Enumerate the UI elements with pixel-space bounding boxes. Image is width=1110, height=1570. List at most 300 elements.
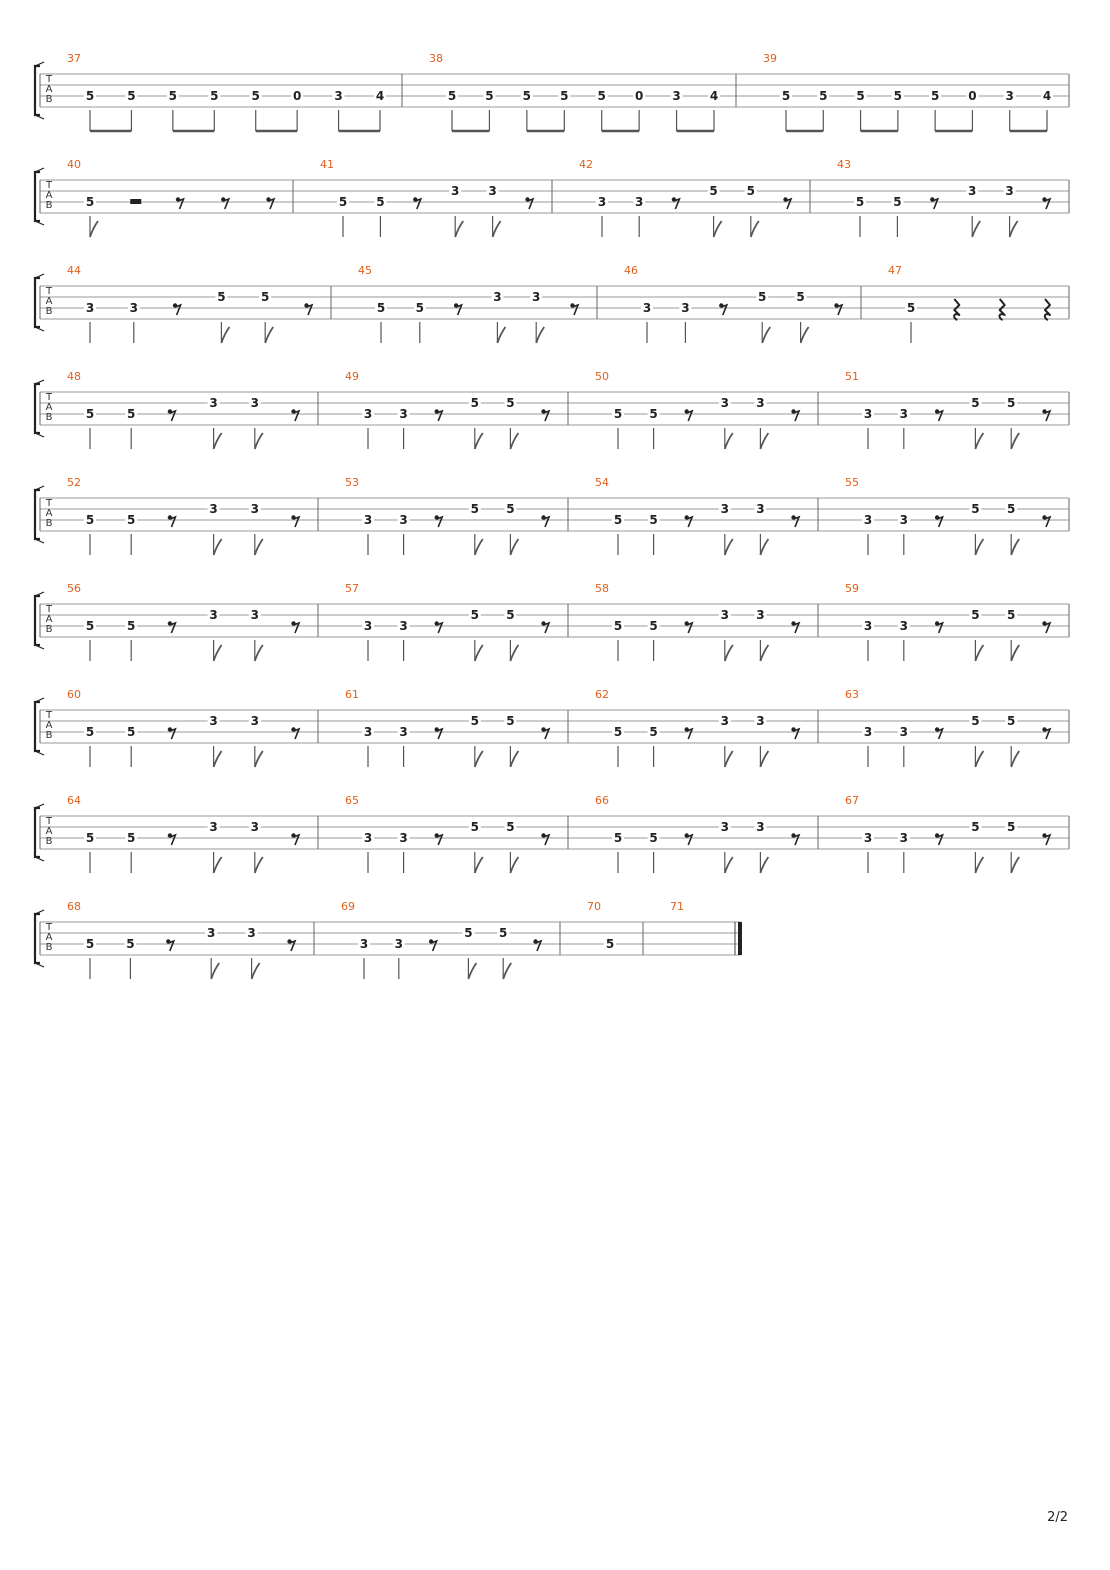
fret-number: 5 xyxy=(649,725,658,739)
fret-number: 5 xyxy=(649,513,658,527)
fret-number: 3 xyxy=(363,831,373,845)
measure-number: 59 xyxy=(845,582,859,595)
note-flag xyxy=(751,221,759,237)
tab-clef-letter: B xyxy=(45,200,53,211)
eighth-rest-stem xyxy=(544,729,550,739)
eighth-rest-stem xyxy=(437,729,443,739)
measure-number: 62 xyxy=(595,688,609,701)
fret-number: 5 xyxy=(127,725,136,739)
fret-number: 0 xyxy=(292,89,302,103)
quarter-rest xyxy=(1045,299,1050,320)
fret-number: 5 xyxy=(485,89,494,103)
measure-number: 50 xyxy=(595,370,609,383)
eighth-rest-stem xyxy=(937,623,943,633)
measure-number: 69 xyxy=(341,900,355,913)
note-flag xyxy=(510,751,518,767)
fret-number: 3 xyxy=(394,937,403,951)
fret-number: 3 xyxy=(334,89,343,103)
fret-number: 5 xyxy=(168,89,178,103)
fret-number: 3 xyxy=(899,725,908,739)
fret-number: 3 xyxy=(451,184,460,198)
note-flag xyxy=(1011,645,1019,661)
fret-number: 3 xyxy=(899,831,908,845)
eighth-rest-stem xyxy=(687,623,693,633)
measure-number: 53 xyxy=(345,476,359,489)
fret-number: 3 xyxy=(720,502,729,516)
system-bracket xyxy=(35,384,40,433)
eighth-rest-stem xyxy=(437,835,443,845)
eighth-rest-stem xyxy=(294,517,300,527)
fret-number: 3 xyxy=(359,937,369,951)
fret-number: 5 xyxy=(971,502,980,516)
note-flag xyxy=(975,645,983,661)
fret-number: 5 xyxy=(210,89,219,103)
fret-number: 3 xyxy=(488,184,497,198)
note-flag xyxy=(221,327,229,343)
eighth-rest-stem xyxy=(837,305,843,315)
eighth-rest-stem xyxy=(573,305,579,315)
eighth-rest-stem xyxy=(794,623,800,633)
fret-number: 5 xyxy=(470,714,479,728)
measure-number: 49 xyxy=(345,370,359,383)
note-flag xyxy=(760,857,768,873)
fret-number: 3 xyxy=(863,513,873,527)
note-flag xyxy=(725,751,733,767)
note-flag xyxy=(90,221,98,237)
fret-number: 5 xyxy=(127,89,136,103)
eighth-rest-stem xyxy=(687,517,693,527)
note-flag xyxy=(760,433,768,449)
fret-number: 3 xyxy=(399,619,408,633)
fret-number: 3 xyxy=(681,301,690,315)
eighth-rest-stem xyxy=(794,729,800,739)
measure-number: 37 xyxy=(67,52,81,65)
fret-number: 5 xyxy=(126,937,135,951)
fret-number: 3 xyxy=(250,396,259,410)
note-flag xyxy=(455,221,463,237)
fret-number: 4 xyxy=(709,89,719,103)
fret-number: 3 xyxy=(363,513,373,527)
system-bracket xyxy=(35,172,40,221)
note-flag xyxy=(214,751,222,767)
fret-number: 3 xyxy=(399,407,408,421)
note-flag xyxy=(760,645,768,661)
fret-number: 3 xyxy=(85,301,95,315)
fret-number: 5 xyxy=(251,89,260,103)
fret-number: 3 xyxy=(863,619,873,633)
eighth-rest-stem xyxy=(687,729,693,739)
fret-number: 5 xyxy=(85,407,95,421)
fret-number: 5 xyxy=(127,513,136,527)
tab-clef-letter: T xyxy=(45,816,53,827)
note-flag xyxy=(762,327,770,343)
eighth-rest-stem xyxy=(937,835,943,845)
fret-number: 5 xyxy=(893,89,903,103)
tab-clef-letter: B xyxy=(45,412,53,423)
fret-number: 3 xyxy=(720,608,729,622)
tab-clef-letter: B xyxy=(45,730,53,741)
fret-number: 5 xyxy=(470,502,479,516)
fret-number: 5 xyxy=(819,89,828,103)
fret-number: 5 xyxy=(855,195,865,209)
eighth-rest-stem xyxy=(687,835,693,845)
note-flag xyxy=(252,963,260,979)
fret-number: 3 xyxy=(363,407,373,421)
note-flag xyxy=(510,539,518,555)
fret-number: 5 xyxy=(470,396,479,410)
note-flag xyxy=(760,751,768,767)
note-flag xyxy=(1011,433,1019,449)
fret-number: 3 xyxy=(209,396,218,410)
note-flag xyxy=(255,857,263,873)
system-bracket xyxy=(35,596,40,645)
fret-number: 3 xyxy=(720,820,729,834)
tab-clef-letter: A xyxy=(45,614,53,625)
fret-number: 3 xyxy=(863,407,873,421)
fret-number: 3 xyxy=(207,926,216,940)
fret-number: 0 xyxy=(634,89,644,103)
measure-number: 52 xyxy=(67,476,81,489)
fret-number: 5 xyxy=(971,608,980,622)
measure-number: 65 xyxy=(345,794,359,807)
fret-number: 5 xyxy=(506,396,515,410)
measure-number: 44 xyxy=(67,264,81,277)
fret-number: 3 xyxy=(756,820,765,834)
eighth-rest-stem xyxy=(544,517,550,527)
tab-clef-letter: A xyxy=(45,720,53,731)
fret-number: 5 xyxy=(506,714,515,728)
measure-number: 57 xyxy=(345,582,359,595)
fret-number: 5 xyxy=(85,831,95,845)
note-flag xyxy=(510,857,518,873)
eighth-rest-stem xyxy=(1045,517,1051,527)
fret-number: 5 xyxy=(85,937,95,951)
fret-number: 3 xyxy=(399,831,408,845)
tab-clef-letter: T xyxy=(45,604,53,615)
note-flag xyxy=(725,645,733,661)
fret-number: 5 xyxy=(127,619,136,633)
fret-number: 5 xyxy=(649,831,658,845)
fret-number: 3 xyxy=(209,608,218,622)
fret-number: 3 xyxy=(720,714,729,728)
measure-number: 68 xyxy=(67,900,81,913)
eighth-rest-stem xyxy=(223,199,229,209)
eighth-rest-stem xyxy=(721,305,727,315)
eighth-rest-stem xyxy=(168,941,174,951)
fret-number: 5 xyxy=(613,407,623,421)
fret-number: 3 xyxy=(863,831,873,845)
eighth-rest-stem xyxy=(1045,199,1051,209)
eighth-rest-stem xyxy=(932,199,938,209)
fret-number: 3 xyxy=(250,820,259,834)
system-bracket xyxy=(35,808,40,857)
eighth-rest-stem xyxy=(437,411,443,421)
note-flag xyxy=(265,327,273,343)
note-flag xyxy=(1010,221,1018,237)
note-flag xyxy=(1011,539,1019,555)
eighth-rest-stem xyxy=(170,411,176,421)
eighth-rest-stem xyxy=(794,411,800,421)
tab-clef-letter: A xyxy=(45,84,53,95)
tab-clef-letter: A xyxy=(45,402,53,413)
fret-number: 5 xyxy=(613,513,623,527)
fret-number: 3 xyxy=(863,725,873,739)
note-flag xyxy=(714,221,722,237)
fret-number: 5 xyxy=(85,513,95,527)
note-flag xyxy=(497,327,505,343)
fret-number: 5 xyxy=(499,926,508,940)
fret-number: 3 xyxy=(363,619,373,633)
tab-clef-letter: B xyxy=(45,518,53,529)
note-flag xyxy=(493,221,501,237)
fret-number: 3 xyxy=(756,502,765,516)
note-flag xyxy=(536,327,544,343)
eighth-rest-stem xyxy=(290,941,296,951)
eighth-rest-stem xyxy=(1045,623,1051,633)
fret-number: 5 xyxy=(506,608,515,622)
fret-number: 5 xyxy=(746,184,755,198)
measure-number: 61 xyxy=(345,688,359,701)
note-flag xyxy=(760,539,768,555)
eighth-rest-stem xyxy=(269,199,275,209)
note-flag xyxy=(503,963,511,979)
measure-number: 56 xyxy=(67,582,81,595)
note-flag xyxy=(214,645,222,661)
fret-number: 3 xyxy=(129,301,138,315)
fret-number: 5 xyxy=(85,195,95,209)
fret-number: 5 xyxy=(376,301,386,315)
note-flag xyxy=(475,539,483,555)
eighth-rest-stem xyxy=(937,411,943,421)
fret-number: 3 xyxy=(247,926,256,940)
fret-number: 5 xyxy=(1007,396,1016,410)
tab-clef-letter: A xyxy=(45,826,53,837)
tab-clef-letter: A xyxy=(45,190,53,201)
fret-number: 3 xyxy=(209,502,218,516)
fret-number: 5 xyxy=(415,301,424,315)
fret-number: 5 xyxy=(447,89,457,103)
fret-number: 5 xyxy=(1007,820,1016,834)
tab-clef-letter: B xyxy=(45,624,53,635)
note-flag xyxy=(975,539,983,555)
note-flag xyxy=(214,433,222,449)
note-flag xyxy=(975,857,983,873)
fret-number: 5 xyxy=(1007,502,1016,516)
eighth-rest-stem xyxy=(170,835,176,845)
fret-number: 3 xyxy=(635,195,644,209)
eighth-rest-stem xyxy=(431,941,437,951)
eighth-rest-stem xyxy=(294,729,300,739)
fret-number: 3 xyxy=(399,725,408,739)
measure-number: 63 xyxy=(845,688,859,701)
measure-number: 60 xyxy=(67,688,81,701)
tab-clef-letter: B xyxy=(45,942,53,953)
note-flag xyxy=(510,433,518,449)
fret-number: 5 xyxy=(856,89,865,103)
eighth-rest-stem xyxy=(175,305,181,315)
quarter-rest xyxy=(999,299,1004,320)
measure-number: 66 xyxy=(595,794,609,807)
fret-number: 5 xyxy=(1007,608,1016,622)
eighth-rest-stem xyxy=(1045,835,1051,845)
fret-number: 5 xyxy=(613,725,623,739)
measure-number: 54 xyxy=(595,476,609,489)
system-bracket xyxy=(35,490,40,539)
fret-number: 5 xyxy=(605,937,615,951)
eighth-rest-stem xyxy=(170,517,176,527)
fret-number: 3 xyxy=(1005,89,1014,103)
eighth-rest-stem xyxy=(437,623,443,633)
tab-clef-letter: B xyxy=(45,94,53,105)
system-bracket xyxy=(35,702,40,751)
eighth-rest-stem xyxy=(544,623,550,633)
fret-number: 3 xyxy=(250,502,259,516)
note-flag xyxy=(1011,857,1019,873)
eighth-rest-stem xyxy=(674,199,680,209)
tab-clef-letter: T xyxy=(45,286,53,297)
eighth-rest-stem xyxy=(794,835,800,845)
fret-number: 5 xyxy=(1007,714,1016,728)
fret-number: 5 xyxy=(338,195,348,209)
fret-number: 5 xyxy=(560,89,569,103)
measure-number: 58 xyxy=(595,582,609,595)
fret-number: 3 xyxy=(209,820,218,834)
note-flag xyxy=(255,645,263,661)
fret-number: 5 xyxy=(127,831,136,845)
fret-number: 3 xyxy=(399,513,408,527)
note-flag xyxy=(725,433,733,449)
tab-clef-letter: T xyxy=(45,392,53,403)
fret-number: 5 xyxy=(376,195,385,209)
fret-number: 5 xyxy=(796,290,805,304)
eighth-rest-stem xyxy=(307,305,313,315)
fret-number: 5 xyxy=(971,714,980,728)
eighth-rest-stem xyxy=(937,517,943,527)
note-flag xyxy=(975,433,983,449)
fret-number: 3 xyxy=(532,290,541,304)
measure-number: 64 xyxy=(67,794,81,807)
tab-clef-letter: T xyxy=(45,922,53,933)
fret-number: 5 xyxy=(906,301,916,315)
eighth-rest-stem xyxy=(528,199,534,209)
note-flag xyxy=(801,327,809,343)
eighth-rest-stem xyxy=(1045,411,1051,421)
eighth-rest-stem xyxy=(437,517,443,527)
fret-number: 5 xyxy=(522,89,532,103)
eighth-rest-stem xyxy=(536,941,542,951)
measure-number: 67 xyxy=(845,794,859,807)
system-bracket xyxy=(35,278,40,327)
fret-number: 0 xyxy=(968,89,977,103)
fret-number: 5 xyxy=(85,619,95,633)
note-flag xyxy=(725,857,733,873)
measure-number: 39 xyxy=(763,52,777,65)
fret-number: 3 xyxy=(250,608,259,622)
fret-number: 3 xyxy=(720,396,729,410)
measure-number: 43 xyxy=(837,158,851,171)
fret-number: 4 xyxy=(375,89,385,103)
measure-number: 46 xyxy=(624,264,638,277)
tab-clef-letter: T xyxy=(45,710,53,721)
fret-number: 3 xyxy=(756,396,765,410)
eighth-rest-stem xyxy=(794,517,800,527)
tab-clef-letter: T xyxy=(45,180,53,191)
measure-number: 48 xyxy=(67,370,81,383)
note-flag xyxy=(475,433,483,449)
fret-number: 5 xyxy=(971,820,980,834)
fret-number: 5 xyxy=(464,926,473,940)
note-flag xyxy=(255,433,263,449)
note-flag xyxy=(255,539,263,555)
fret-number: 5 xyxy=(506,502,515,516)
eighth-rest-stem xyxy=(687,411,693,421)
note-flag xyxy=(475,645,483,661)
half-rest xyxy=(130,199,141,204)
note-flag xyxy=(972,221,980,237)
fret-number: 5 xyxy=(217,290,226,304)
note-flag xyxy=(975,751,983,767)
eighth-rest-stem xyxy=(456,305,462,315)
fret-number: 5 xyxy=(597,89,606,103)
fret-number: 3 xyxy=(642,301,652,315)
tab-clef-letter: T xyxy=(45,74,53,85)
fret-number: 5 xyxy=(649,407,658,421)
fret-number: 3 xyxy=(756,608,765,622)
fret-number: 5 xyxy=(893,195,902,209)
fret-number: 3 xyxy=(672,89,681,103)
measure-number: 41 xyxy=(320,158,334,171)
measure-number: 38 xyxy=(429,52,443,65)
eighth-rest-stem xyxy=(170,729,176,739)
page-number: 2/2 xyxy=(1047,1510,1068,1525)
eighth-rest-stem xyxy=(1045,729,1051,739)
fret-number: 5 xyxy=(613,619,623,633)
note-flag xyxy=(214,539,222,555)
fret-number: 5 xyxy=(470,820,479,834)
fret-number: 5 xyxy=(127,407,136,421)
measure-number: 42 xyxy=(579,158,593,171)
tab-clef-letter: T xyxy=(45,498,53,509)
fret-number: 3 xyxy=(250,714,259,728)
tab-clef-letter: A xyxy=(45,508,53,519)
measure-number: 71 xyxy=(670,900,684,913)
fret-number: 5 xyxy=(85,89,95,103)
eighth-rest-stem xyxy=(786,199,792,209)
measure-number: 51 xyxy=(845,370,859,383)
measure-number: 45 xyxy=(358,264,372,277)
eighth-rest-stem xyxy=(170,623,176,633)
fret-number: 5 xyxy=(85,725,95,739)
tab-clef-letter: B xyxy=(45,836,53,847)
eighth-rest-stem xyxy=(937,729,943,739)
quarter-rest xyxy=(954,299,959,320)
fret-number: 5 xyxy=(649,619,658,633)
note-flag xyxy=(255,751,263,767)
fret-number: 5 xyxy=(506,820,515,834)
fret-number: 3 xyxy=(493,290,502,304)
tab-clef-letter: A xyxy=(45,296,53,307)
fret-number: 5 xyxy=(971,396,980,410)
system-bracket xyxy=(35,66,40,115)
system-bracket xyxy=(35,914,40,963)
note-flag xyxy=(214,857,222,873)
fret-number: 5 xyxy=(470,608,479,622)
eighth-rest-stem xyxy=(415,199,421,209)
fret-number: 5 xyxy=(758,290,767,304)
fret-number: 3 xyxy=(899,619,908,633)
note-flag xyxy=(475,857,483,873)
tab-clef-letter: A xyxy=(45,932,53,943)
